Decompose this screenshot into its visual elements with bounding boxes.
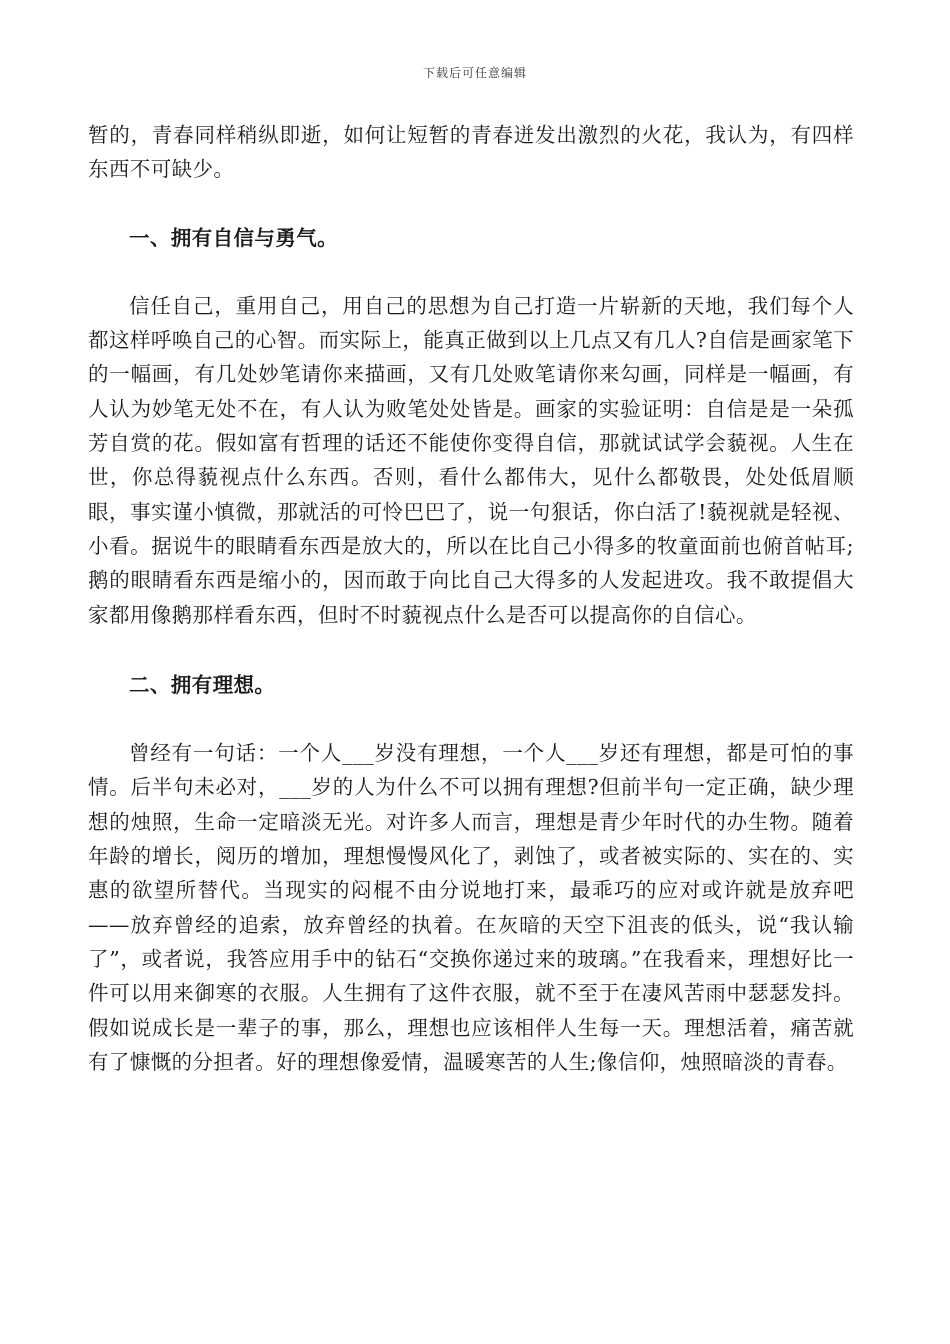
section-paragraph-confidence: 信任自己，重用自己，用自己的思想为自己打造一片崭新的天地，我们每个人都这样呼唤自己的心智。而实际上，能真正做到以上几点又有几人?自信是画家笔下的一幅画，有几处妙笔请你来描画，又有几处败笔请你来勾画，同样是一幅画，有人认为妙笔无处不在，有人认为败笔处处皆是。画家的实验证明：自信是是一朵孤芳自赏的花。假如富有哲理的话还不能使你变得自信，那就试试学会藐视。人生在世，你总得藐视点什么东西。否则，看什么都伟大，见什么都敬畏，处处低眉顺眼，事实谨小慎微，那就活的可怜巴巴了，说一句狠话，你白活了!藐视就是轻视、小看。据说牛的眼睛看东西是放大的，所以在比自己小得多的牧童面前也俯首帖耳;鹅的眼睛看东西是缩小的，因而敢于向比自己大得多的人发起进攻。我不敢提倡大家都用像鹅那样看东西，但时不时藐视点什么是否可以提高你的自信心。 — [88, 293, 854, 627]
document-body — [88, 118, 854, 1079]
section-paragraph-ideal: 曾经有一句话：一个人___岁没有理想，一个人___岁还有理想，都是可怕的事情。后半句未必对，___岁的人为什么不可以拥有理想?但前半句一定正确，缺少理想的烛照，生命一定暗淡无光。对许多人而言，理想是青少年时代的办生物。随着年龄的增长，阅历的增加，理想慢慢风化了，剥蚀了，或者被实际的、实在的、实惠的欲望所替代。当现实的闷棍不由分说地打来，最乖巧的应对或许就是放弃吧——放弃曾经的追索，放弃曾经的执着。在灰暗的天空下沮丧的低头，说“我认输了”，或者说，我答应用手中的钻石“交换你递过来的玻璃。”在我看来，理想好比一件可以用来御寒的衣服。人生拥有了这件衣服，就不至于在凄风苦雨中瑟瑟发抖。假如说成长是一辈子的事，那么，理想也应该相伴人生每一天。理想活着，痛苦就有了慷慨的分担者。好的理想像爱情，温暖寒苦的人生;像信仰，烛照暗淡的青春。 — [88, 741, 854, 1074]
page-header: 下载后可任意编辑 — [422, 66, 527, 80]
section-heading-confidence: 一、拥有自信与勇气。 — [129, 225, 338, 250]
section-heading-ideal: 二、拥有理想。 — [129, 672, 276, 697]
intro-paragraph: 暂的，青春同样稍纵即逝，如何让短暂的青春迸发出激烈的火花，我认为，有四样东西不可缺少。 — [88, 123, 854, 182]
